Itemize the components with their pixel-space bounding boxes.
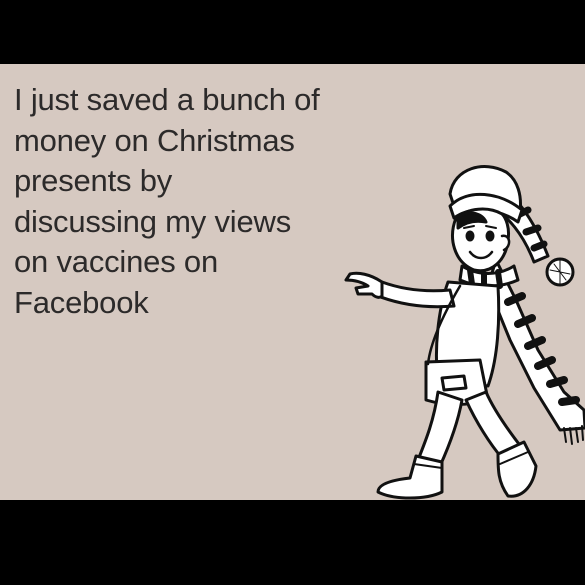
caption-line-3: presents by [14, 163, 173, 198]
ecard [0, 64, 585, 500]
boot-front [378, 456, 442, 498]
satchel-buckle [442, 376, 466, 390]
arm [378, 282, 454, 307]
ecard-caption [14, 80, 374, 323]
caption-line-5: on vaccines on [14, 244, 218, 279]
child-drawing [338, 110, 585, 500]
hand [346, 273, 382, 297]
caption-line-2: money on Christmas [14, 122, 295, 158]
caption-line-1: I just saved a bunch of [14, 82, 320, 117]
leg-front [418, 392, 462, 466]
caption-line-4: discussing my views [14, 203, 292, 239]
boot-back [498, 442, 536, 496]
caption-line-6: Facebook [14, 284, 149, 320]
child-illustration [338, 110, 585, 500]
